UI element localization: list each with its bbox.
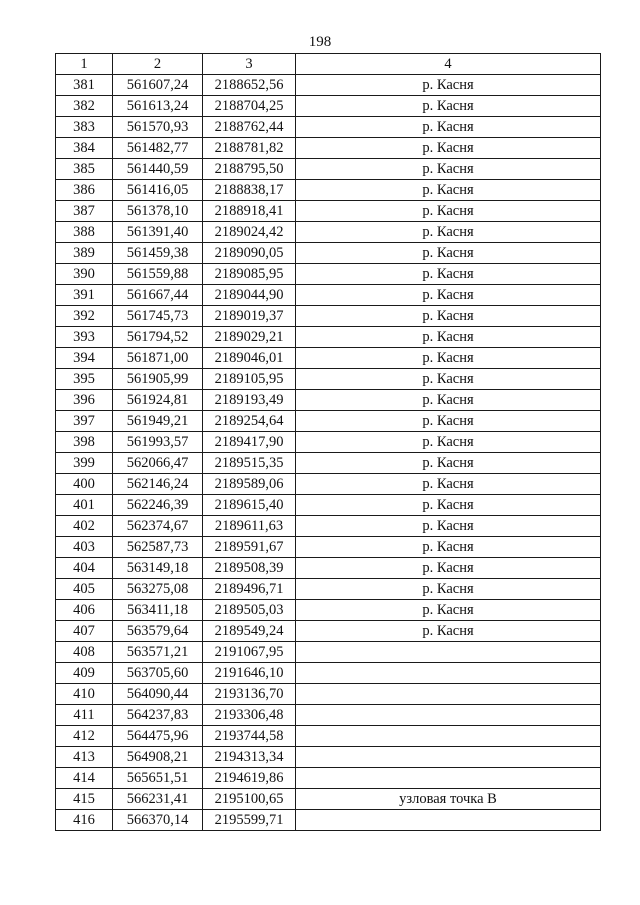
description-cell <box>296 726 601 747</box>
point-number-cell: 402 <box>56 516 113 537</box>
table-row <box>56 621 601 642</box>
description-cell: р. Касня <box>296 621 601 642</box>
column-header-4: 4 <box>296 54 601 75</box>
description-cell <box>296 705 601 726</box>
y-coordinate-cell: 2189019,37 <box>203 306 296 327</box>
table-row <box>56 495 601 516</box>
y-coordinate-cell: 2189024,42 <box>203 222 296 243</box>
point-number-cell: 400 <box>56 474 113 495</box>
y-coordinate-cell: 2188652,56 <box>203 75 296 96</box>
table-row <box>56 264 601 285</box>
point-number-cell: 413 <box>56 747 113 768</box>
description-cell: узловая точка В <box>296 789 601 810</box>
x-coordinate-cell: 561459,38 <box>113 243 203 264</box>
x-coordinate-cell: 566370,14 <box>113 810 203 831</box>
table-header-row <box>56 54 601 75</box>
y-coordinate-cell: 2188781,82 <box>203 138 296 159</box>
table-row <box>56 96 601 117</box>
y-coordinate-cell: 2189029,21 <box>203 327 296 348</box>
description-cell: р. Касня <box>296 453 601 474</box>
point-number-cell: 409 <box>56 663 113 684</box>
description-cell: р. Касня <box>296 579 601 600</box>
table-row <box>56 306 601 327</box>
point-number-cell: 395 <box>56 369 113 390</box>
point-number-cell: 382 <box>56 96 113 117</box>
y-coordinate-cell: 2194619,86 <box>203 768 296 789</box>
y-coordinate-cell: 2189615,40 <box>203 495 296 516</box>
table-row <box>56 726 601 747</box>
point-number-cell: 383 <box>56 117 113 138</box>
table-row <box>56 642 601 663</box>
description-cell: р. Касня <box>296 117 601 138</box>
table-row <box>56 327 601 348</box>
point-number-cell: 397 <box>56 411 113 432</box>
x-coordinate-cell: 561440,59 <box>113 159 203 180</box>
description-cell: р. Касня <box>296 75 601 96</box>
y-coordinate-cell: 2188838,17 <box>203 180 296 201</box>
y-coordinate-cell: 2188762,44 <box>203 117 296 138</box>
y-coordinate-cell: 2188704,25 <box>203 96 296 117</box>
table-row <box>56 138 601 159</box>
point-number-cell: 416 <box>56 810 113 831</box>
column-header-1: 1 <box>56 54 113 75</box>
description-cell: р. Касня <box>296 327 601 348</box>
x-coordinate-cell: 563275,08 <box>113 579 203 600</box>
point-number-cell: 415 <box>56 789 113 810</box>
y-coordinate-cell: 2191067,95 <box>203 642 296 663</box>
x-coordinate-cell: 564237,83 <box>113 705 203 726</box>
page-number: 198 <box>308 34 332 50</box>
x-coordinate-cell: 562374,67 <box>113 516 203 537</box>
x-coordinate-cell: 563579,64 <box>113 621 203 642</box>
x-coordinate-cell: 561871,00 <box>113 348 203 369</box>
table-row <box>56 117 601 138</box>
y-coordinate-cell: 2189549,24 <box>203 621 296 642</box>
description-cell <box>296 810 601 831</box>
point-number-cell: 405 <box>56 579 113 600</box>
table-row <box>56 75 601 96</box>
point-number-cell: 414 <box>56 768 113 789</box>
x-coordinate-cell: 563571,21 <box>113 642 203 663</box>
x-coordinate-cell: 561482,77 <box>113 138 203 159</box>
point-number-cell: 385 <box>56 159 113 180</box>
x-coordinate-cell: 561391,40 <box>113 222 203 243</box>
x-coordinate-cell: 562066,47 <box>113 453 203 474</box>
y-coordinate-cell: 2195100,65 <box>203 789 296 810</box>
description-cell: р. Касня <box>296 222 601 243</box>
description-cell: р. Касня <box>296 138 601 159</box>
coordinates-table <box>55 53 601 831</box>
table-row <box>56 453 601 474</box>
y-coordinate-cell: 2189193,49 <box>203 390 296 411</box>
y-coordinate-cell: 2194313,34 <box>203 747 296 768</box>
y-coordinate-cell: 2193306,48 <box>203 705 296 726</box>
point-number-cell: 384 <box>56 138 113 159</box>
point-number-cell: 398 <box>56 432 113 453</box>
table-row <box>56 390 601 411</box>
table-row <box>56 516 601 537</box>
x-coordinate-cell: 564908,21 <box>113 747 203 768</box>
point-number-cell: 396 <box>56 390 113 411</box>
y-coordinate-cell: 2188918,41 <box>203 201 296 222</box>
x-coordinate-cell: 561667,44 <box>113 285 203 306</box>
table-row <box>56 348 601 369</box>
table-body <box>56 75 601 831</box>
y-coordinate-cell: 2189105,95 <box>203 369 296 390</box>
description-cell: р. Касня <box>296 558 601 579</box>
x-coordinate-cell: 564475,96 <box>113 726 203 747</box>
x-coordinate-cell: 563411,18 <box>113 600 203 621</box>
column-header-2: 2 <box>113 54 203 75</box>
table-row <box>56 474 601 495</box>
point-number-cell: 393 <box>56 327 113 348</box>
point-number-cell: 399 <box>56 453 113 474</box>
y-coordinate-cell: 2188795,50 <box>203 159 296 180</box>
y-coordinate-cell: 2189090,05 <box>203 243 296 264</box>
y-coordinate-cell: 2189046,01 <box>203 348 296 369</box>
description-cell <box>296 768 601 789</box>
point-number-cell: 391 <box>56 285 113 306</box>
y-coordinate-cell: 2189254,64 <box>203 411 296 432</box>
point-number-cell: 394 <box>56 348 113 369</box>
x-coordinate-cell: 561570,93 <box>113 117 203 138</box>
x-coordinate-cell: 561745,73 <box>113 306 203 327</box>
description-cell: р. Касня <box>296 180 601 201</box>
y-coordinate-cell: 2189505,03 <box>203 600 296 621</box>
table-row <box>56 579 601 600</box>
y-coordinate-cell: 2195599,71 <box>203 810 296 831</box>
point-number-cell: 386 <box>56 180 113 201</box>
point-number-cell: 408 <box>56 642 113 663</box>
description-cell: р. Касня <box>296 264 601 285</box>
point-number-cell: 401 <box>56 495 113 516</box>
description-cell: р. Касня <box>296 96 601 117</box>
table-row <box>56 705 601 726</box>
point-number-cell: 404 <box>56 558 113 579</box>
y-coordinate-cell: 2189589,06 <box>203 474 296 495</box>
x-coordinate-cell: 561378,10 <box>113 201 203 222</box>
table-row <box>56 369 601 390</box>
description-cell: р. Касня <box>296 411 601 432</box>
description-cell: р. Касня <box>296 159 601 180</box>
x-coordinate-cell: 561607,24 <box>113 75 203 96</box>
y-coordinate-cell: 2189515,35 <box>203 453 296 474</box>
y-coordinate-cell: 2189591,67 <box>203 537 296 558</box>
table-row <box>56 537 601 558</box>
y-coordinate-cell: 2193744,58 <box>203 726 296 747</box>
point-number-cell: 406 <box>56 600 113 621</box>
y-coordinate-cell: 2189496,71 <box>203 579 296 600</box>
table-row <box>56 663 601 684</box>
y-coordinate-cell: 2189085,95 <box>203 264 296 285</box>
x-coordinate-cell: 566231,41 <box>113 789 203 810</box>
point-number-cell: 411 <box>56 705 113 726</box>
x-coordinate-cell: 561905,99 <box>113 369 203 390</box>
x-coordinate-cell: 564090,44 <box>113 684 203 705</box>
description-cell: р. Касня <box>296 600 601 621</box>
x-coordinate-cell: 561613,24 <box>113 96 203 117</box>
x-coordinate-cell: 561559,88 <box>113 264 203 285</box>
description-cell: р. Касня <box>296 201 601 222</box>
point-number-cell: 390 <box>56 264 113 285</box>
x-coordinate-cell: 563705,60 <box>113 663 203 684</box>
table-row <box>56 243 601 264</box>
table-row <box>56 810 601 831</box>
description-cell: р. Касня <box>296 348 601 369</box>
x-coordinate-cell: 561949,21 <box>113 411 203 432</box>
y-coordinate-cell: 2189044,90 <box>203 285 296 306</box>
point-number-cell: 389 <box>56 243 113 264</box>
y-coordinate-cell: 2193136,70 <box>203 684 296 705</box>
table-row <box>56 768 601 789</box>
y-coordinate-cell: 2189508,39 <box>203 558 296 579</box>
y-coordinate-cell: 2191646,10 <box>203 663 296 684</box>
point-number-cell: 387 <box>56 201 113 222</box>
description-cell: р. Касня <box>296 432 601 453</box>
description-cell <box>296 747 601 768</box>
x-coordinate-cell: 561416,05 <box>113 180 203 201</box>
table-row <box>56 201 601 222</box>
table-row <box>56 684 601 705</box>
table-row <box>56 411 601 432</box>
x-coordinate-cell: 562587,73 <box>113 537 203 558</box>
description-cell: р. Касня <box>296 369 601 390</box>
description-cell <box>296 663 601 684</box>
x-coordinate-cell: 561993,57 <box>113 432 203 453</box>
description-cell: р. Касня <box>296 390 601 411</box>
y-coordinate-cell: 2189417,90 <box>203 432 296 453</box>
x-coordinate-cell: 561794,52 <box>113 327 203 348</box>
table-row <box>56 285 601 306</box>
point-number-cell: 412 <box>56 726 113 747</box>
description-cell <box>296 642 601 663</box>
point-number-cell: 388 <box>56 222 113 243</box>
description-cell <box>296 684 601 705</box>
table-row <box>56 558 601 579</box>
x-coordinate-cell: 563149,18 <box>113 558 203 579</box>
x-coordinate-cell: 561924,81 <box>113 390 203 411</box>
description-cell: р. Касня <box>296 285 601 306</box>
table-row <box>56 747 601 768</box>
table-row <box>56 789 601 810</box>
description-cell: р. Касня <box>296 516 601 537</box>
point-number-cell: 407 <box>56 621 113 642</box>
description-cell: р. Касня <box>296 537 601 558</box>
description-cell: р. Касня <box>296 306 601 327</box>
description-cell: р. Касня <box>296 243 601 264</box>
point-number-cell: 410 <box>56 684 113 705</box>
point-number-cell: 392 <box>56 306 113 327</box>
point-number-cell: 381 <box>56 75 113 96</box>
table-row <box>56 600 601 621</box>
point-number-cell: 403 <box>56 537 113 558</box>
x-coordinate-cell: 562146,24 <box>113 474 203 495</box>
x-coordinate-cell: 562246,39 <box>113 495 203 516</box>
column-header-3: 3 <box>203 54 296 75</box>
description-cell: р. Касня <box>296 495 601 516</box>
table-row <box>56 159 601 180</box>
y-coordinate-cell: 2189611,63 <box>203 516 296 537</box>
description-cell: р. Касня <box>296 474 601 495</box>
table-row <box>56 222 601 243</box>
table-row <box>56 180 601 201</box>
x-coordinate-cell: 565651,51 <box>113 768 203 789</box>
table-row <box>56 432 601 453</box>
